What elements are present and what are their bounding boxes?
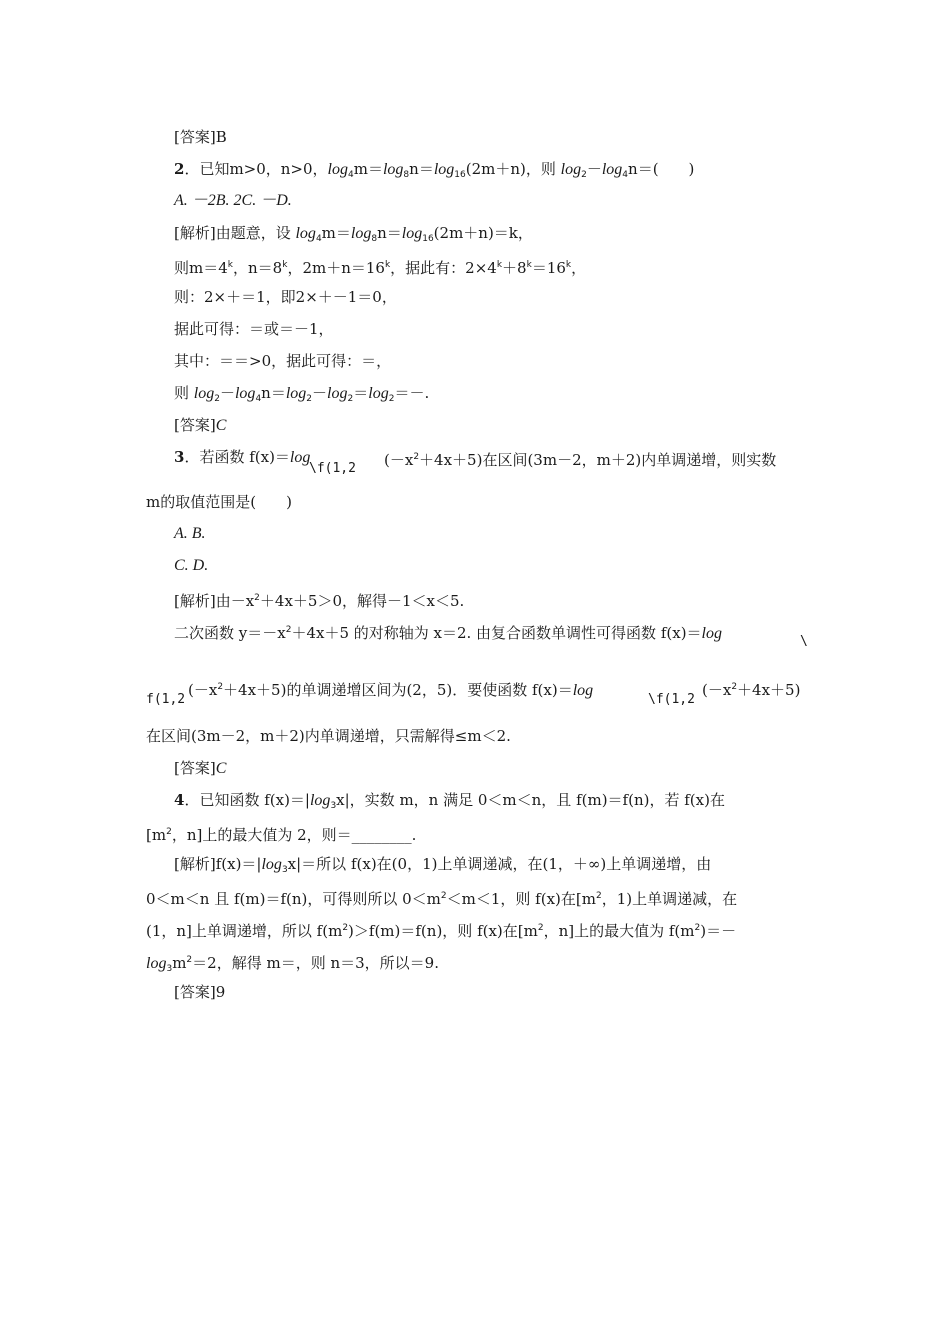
exponent: k	[227, 260, 233, 270]
log-base: 2	[581, 170, 587, 180]
exponent: 2	[694, 923, 701, 933]
text: [m	[146, 826, 167, 844]
analysis-3-line-4: 在区间(3m－2，m＋2)内单调递增，只需解得≤m＜2.	[146, 727, 511, 745]
exponent: k	[282, 260, 288, 270]
analysis-2-line-4: 据此可得：＝或＝－1，	[174, 320, 334, 338]
options-2: A. －2B. 2C. －D.	[174, 192, 292, 209]
fraction-source-text: \f(1,2	[648, 692, 695, 707]
text: 二次函数 y＝－x	[174, 624, 286, 642]
text: －	[586, 160, 602, 178]
log-label: log	[560, 161, 582, 178]
text: (－x	[188, 681, 218, 699]
answer-2	[174, 415, 226, 436]
exponent: 2	[595, 891, 602, 901]
question-4-line-2	[146, 822, 416, 845]
text: n＝	[377, 224, 402, 242]
text: x|＝所以 f(x)在(0，1)上单调递减，在(1，＋∞)上单调递增，由	[287, 855, 712, 873]
text: ＋8	[502, 259, 527, 277]
question-number: 3	[174, 448, 185, 466]
log-label: log	[701, 625, 722, 642]
text: n＝( )	[628, 160, 695, 178]
exponent: 2	[186, 955, 193, 965]
log-base: 3	[166, 964, 173, 974]
log-label: log	[350, 225, 372, 242]
log-base: 8	[371, 234, 378, 244]
text: (2m＋n)＝k，	[433, 224, 533, 242]
analysis-2-line-6	[174, 383, 429, 409]
text: [解析]f(x)＝|	[174, 855, 262, 873]
log-base: 16	[454, 170, 466, 180]
text: －	[219, 384, 235, 402]
text: (2m＋n)，则	[465, 160, 561, 178]
analysis-2-line-1	[174, 223, 533, 249]
text: ，2m＋n＝16	[287, 259, 385, 277]
text: －	[312, 384, 328, 402]
text: ，n]上的最大值为 f(m	[543, 922, 695, 940]
fraction-source-text: f(1,2	[146, 692, 186, 707]
analysis-3-line-3	[188, 677, 593, 701]
text: ．已知m>0，n>0，	[184, 160, 328, 178]
answer-letter: C	[215, 760, 227, 777]
log-label: log	[572, 682, 594, 699]
question-number: 4	[174, 791, 185, 809]
text: [解析]由－x	[174, 592, 255, 610]
exponent: 2	[285, 625, 292, 635]
log-base: 2	[214, 394, 220, 404]
analysis-4-line-2	[146, 886, 737, 909]
text: [答案]	[174, 759, 216, 777]
exponent: 2	[254, 593, 260, 603]
text: ＜m＜1，则 f(x)在[m	[446, 890, 596, 908]
text: 则	[174, 384, 194, 402]
text: ，	[571, 259, 587, 277]
question-number: 2	[174, 160, 185, 178]
text: ．已知函数 f(x)＝|	[184, 791, 310, 809]
text: ，据此有：2×4	[390, 259, 497, 277]
question-4-line-1	[174, 790, 725, 816]
text: ＋4x＋5)的单调递增区间为(2，5)．要使函数 f(x)＝	[223, 681, 573, 699]
log-base: 3	[281, 865, 288, 875]
exponent: 2	[217, 682, 224, 692]
text: ＝	[353, 384, 369, 402]
question-3-part-a	[174, 447, 310, 468]
analysis-3-line-3-end	[702, 677, 800, 700]
log-base: 2	[347, 394, 354, 404]
text: n＝	[261, 384, 286, 402]
text: n＝	[409, 160, 434, 178]
options-3-ab: A. B.	[174, 525, 206, 542]
text: ，n＝8	[233, 259, 283, 277]
log-label: log	[285, 385, 307, 402]
log-base: 8	[403, 170, 410, 180]
log-label: log	[401, 225, 423, 242]
text: )＞f(m)＝f(n)，则 f(x)在[m	[348, 922, 538, 940]
text: (－x	[384, 451, 414, 469]
text: ，n]上的最大值为 2，则＝________.	[171, 826, 417, 844]
log-label: log	[234, 385, 256, 402]
answer-1: [答案]B	[174, 128, 227, 146]
log-base: 4	[348, 170, 354, 180]
exponent: 2	[413, 452, 420, 462]
log-base: 4	[315, 234, 322, 244]
text: ＝16	[531, 259, 566, 277]
answer-3	[174, 758, 226, 779]
analysis-2-line-3: 则：2×＋＝1，即2×＋－1＝0，	[174, 288, 397, 306]
exponent: k	[384, 260, 391, 270]
text: ＋4x＋5)	[737, 681, 801, 699]
log-label: log	[146, 955, 167, 972]
text: 0＜m＜n 且 f(m)＝f(n)，可得则所以 0＜m	[146, 890, 441, 908]
analysis-2-line-2	[174, 255, 586, 278]
analysis-4-line-4	[146, 950, 439, 979]
log-label: log	[289, 449, 311, 466]
text: (－x	[702, 681, 732, 699]
exponent: k	[496, 260, 503, 270]
options-3-cd: C. D.	[174, 557, 209, 574]
text: (1，n]上单调递增，所以 f(m	[146, 922, 343, 940]
text: [答案]	[174, 416, 216, 434]
text: ＋4x＋5＞0，解得－1＜x＜5.	[259, 592, 465, 610]
log-label: log	[382, 161, 404, 178]
analysis-4-line-3	[146, 918, 736, 941]
text: ＝2，解得 m＝，则 n＝3，所以＝9.	[192, 954, 439, 972]
log-label: log	[261, 856, 282, 873]
question-2	[174, 159, 694, 185]
exponent: k	[526, 260, 532, 270]
exponent: 2	[537, 923, 544, 933]
log-base: 4	[622, 170, 629, 180]
log-label: log	[368, 385, 389, 402]
text: 则m＝4	[174, 259, 228, 277]
text: m＝	[321, 224, 351, 242]
analysis-3-line-1	[174, 588, 464, 611]
fraction-source-text: \f(1,2	[309, 461, 356, 476]
question-3-part-b	[384, 447, 776, 470]
log-base: 4	[255, 394, 262, 404]
text: x|，实数 m，n 满足 0＜m＜n，且 f(m)＝f(n)，若 f(x)在	[336, 791, 725, 809]
analysis-3-line-2	[174, 620, 722, 644]
analysis-2-line-5: 其中：＝＝>0，据此可得：＝，	[174, 352, 392, 370]
text: [解析]由题意，设	[174, 224, 296, 242]
exponent: 2	[166, 827, 172, 837]
text: ＋4x＋5)在区间(3m－2，m＋2)内单调递增，则实数	[419, 451, 777, 469]
exponent: 2	[731, 682, 738, 692]
text: ＝－.	[394, 384, 430, 402]
exponent: 2	[342, 923, 349, 933]
text: m	[172, 954, 187, 972]
log-label: log	[433, 161, 455, 178]
analysis-4-line-1	[174, 854, 711, 880]
answer-letter: C	[215, 417, 227, 434]
text: ，1)上单调递减，在	[601, 890, 738, 908]
exponent: 2	[440, 891, 447, 901]
text: m＝	[353, 160, 383, 178]
log-label: log	[309, 792, 331, 809]
log-label: log	[327, 161, 348, 178]
answer-4: [答案]9	[174, 983, 226, 1001]
log-base: 16	[422, 234, 434, 244]
log-label: log	[601, 161, 623, 178]
text: ．若函数 f(x)＝	[184, 448, 290, 466]
log-base: 3	[330, 801, 337, 811]
log-base: 2	[388, 394, 395, 404]
log-label: log	[327, 385, 348, 402]
log-base: 2	[306, 394, 313, 404]
log-label: log	[193, 385, 215, 402]
exponent: k	[565, 260, 572, 270]
text: ＋4x＋5 的对称轴为 x＝2. 由复合函数单调性可得函数 f(x)＝	[291, 624, 702, 642]
text: )＝－	[700, 922, 737, 940]
log-label: log	[295, 225, 316, 242]
fraction-source-text: \	[800, 634, 808, 649]
question-3-line-2: m的取值范围是( )	[146, 493, 292, 511]
